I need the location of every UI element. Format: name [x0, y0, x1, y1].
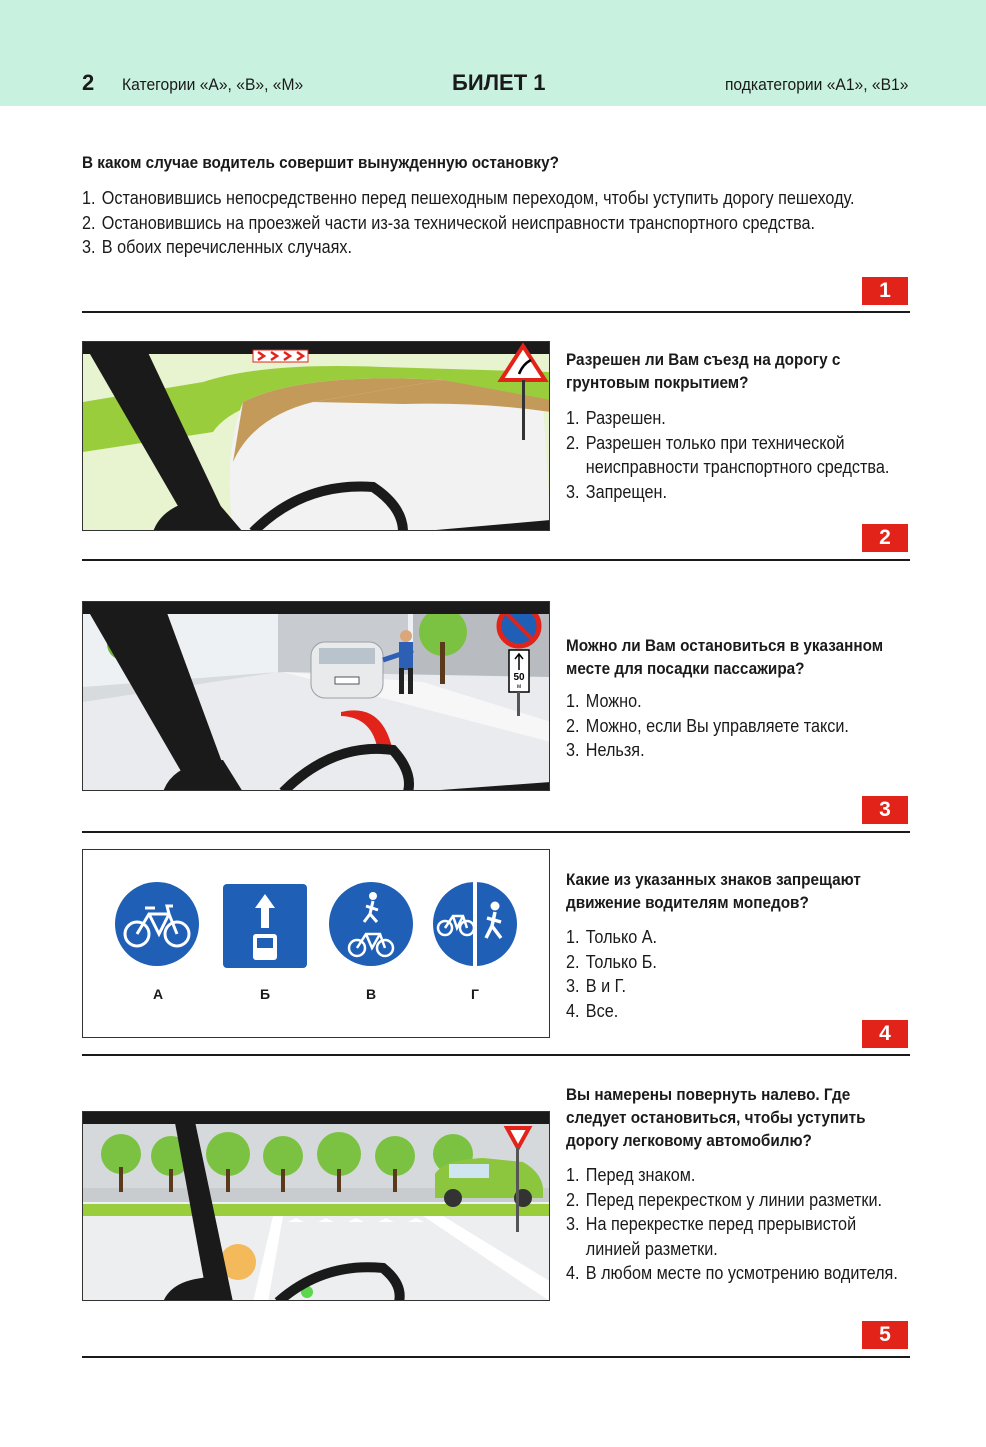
- answer-item: [82, 211, 901, 236]
- question-5-illustration: [82, 1111, 550, 1301]
- answer-item: [566, 999, 906, 1024]
- answer-item: [566, 480, 906, 505]
- sign-label-g: Г: [471, 986, 479, 1002]
- subcategories-label: подкатегории «А1», «В1»: [724, 75, 908, 94]
- answer-number: 2.: [566, 432, 580, 453]
- answer-text: Разрешен только при технической неисправности транспортного средства.: [585, 432, 890, 477]
- answer-text: Перед перекрестком у линии разметки.: [585, 1189, 882, 1210]
- ticket-title: БИЛЕТ 1: [452, 70, 546, 95]
- answer-item: [566, 925, 906, 950]
- answer-item: [566, 1261, 906, 1286]
- question-4-signs: [82, 849, 550, 1038]
- answer-text: Можно, если Вы управляете такси.: [585, 715, 849, 736]
- question-5-number-badge: 5: [862, 1321, 908, 1349]
- question-5-answers: [566, 1163, 906, 1286]
- answer-number: 1.: [566, 927, 580, 947]
- answer-text: В и Г.: [585, 976, 626, 996]
- question-2-answers: [566, 406, 906, 504]
- sign-label-v: В: [365, 986, 377, 1002]
- answer-text: Нельзя.: [585, 740, 645, 760]
- answer-number: 2.: [82, 212, 96, 233]
- answer-item: [82, 235, 901, 260]
- answer-number: 3.: [566, 740, 580, 760]
- answer-number: 1.: [566, 408, 580, 428]
- answer-item: [566, 714, 906, 739]
- answer-text: Перед знаком.: [585, 1165, 696, 1185]
- answer-item: [566, 689, 906, 714]
- answer-number: 1.: [566, 1165, 580, 1185]
- answer-text: На перекрестке перед прерывистой линией разметки.: [585, 1214, 857, 1259]
- sign-b-bus-lane: [219, 880, 311, 972]
- answer-number: 2.: [566, 715, 580, 736]
- question-4-answers: [566, 925, 906, 1023]
- answer-number: 3.: [566, 976, 580, 996]
- answer-number: 3.: [82, 237, 96, 257]
- answer-item: [566, 1188, 906, 1213]
- answer-number: 3.: [566, 1214, 580, 1234]
- answer-item: [566, 1212, 906, 1261]
- question-1-text: В каком случае водитель совершит вынужденную остановку?: [82, 153, 559, 172]
- sign-g-split-bicycle-pedestrian: [429, 878, 521, 970]
- answer-item: [566, 1163, 906, 1188]
- answer-text: Остановившись непосредственно перед пешеходным переходом, чтобы уступить дорогу пешеходу.: [101, 188, 855, 208]
- divider: [82, 311, 910, 313]
- categories-label: Категории «А», «В», «М»: [122, 75, 304, 94]
- question-3-text: Можно ли Вам остановиться в указанном месте для посадки пассажира?: [566, 636, 884, 678]
- answer-number: 4.: [566, 1000, 580, 1021]
- answer-number: 3.: [566, 481, 580, 502]
- question-4-number-badge: 4: [862, 1020, 908, 1048]
- answer-text: Все.: [585, 1000, 619, 1021]
- page-number: 2: [82, 70, 95, 95]
- sign-plate-unit: м: [516, 684, 522, 690]
- answer-item: [566, 950, 906, 975]
- answer-number: 2.: [566, 1189, 580, 1210]
- answer-item: [566, 431, 906, 480]
- divider: [82, 1356, 910, 1358]
- divider: [82, 1054, 910, 1056]
- question-3-number-badge: 3: [862, 796, 908, 824]
- answer-text: Только А.: [585, 927, 658, 947]
- answer-item: [566, 738, 906, 763]
- answer-text: Запрещен.: [585, 481, 667, 502]
- answer-text: Остановившись на проезжей части из-за технической неисправности транспортного средства.: [101, 212, 816, 233]
- sign-plate-value: 50: [513, 672, 525, 683]
- question-2-text: Разрешен ли Вам съезд на дорогу с грунтовым покрытием?: [566, 350, 841, 392]
- answer-item: [82, 186, 901, 211]
- question-2-number-badge: 2: [862, 524, 908, 552]
- question-1-answers: [82, 186, 901, 260]
- divider: [82, 559, 910, 561]
- answer-number: 2.: [566, 951, 580, 972]
- answer-text: В обоих перечисленных случаях.: [101, 237, 352, 257]
- answer-number: 1.: [566, 691, 580, 711]
- question-3-answers: [566, 689, 906, 763]
- answer-text: Только Б.: [585, 951, 657, 972]
- sign-a-bicycle-path: [111, 878, 203, 970]
- answer-item: [566, 406, 906, 431]
- question-1-number-badge: 1: [862, 277, 908, 305]
- question-4-text: Какие из указанных знаков запрещают движение водителям мопедов?: [566, 870, 861, 912]
- sign-label-a: А: [152, 986, 164, 1002]
- sign-label-b: Б: [259, 986, 271, 1002]
- answer-text: Разрешен.: [585, 408, 666, 428]
- answer-number: 4.: [566, 1263, 580, 1283]
- answer-number: 1.: [82, 188, 96, 208]
- question-2-illustration: [82, 341, 550, 531]
- answer-text: В любом месте по усмотрению водителя.: [585, 1263, 898, 1283]
- answer-text: Можно.: [585, 691, 642, 711]
- question-5-text: Вы намерены повернуть налево. Где следует остановиться, чтобы уступить дорогу легковому автомобилю?: [566, 1085, 866, 1150]
- page-header: [0, 0, 986, 106]
- divider: [82, 831, 910, 833]
- answer-item: [566, 974, 906, 999]
- sign-v-pedestrian-bicycle: [325, 878, 417, 970]
- question-3-illustration: [82, 601, 550, 791]
